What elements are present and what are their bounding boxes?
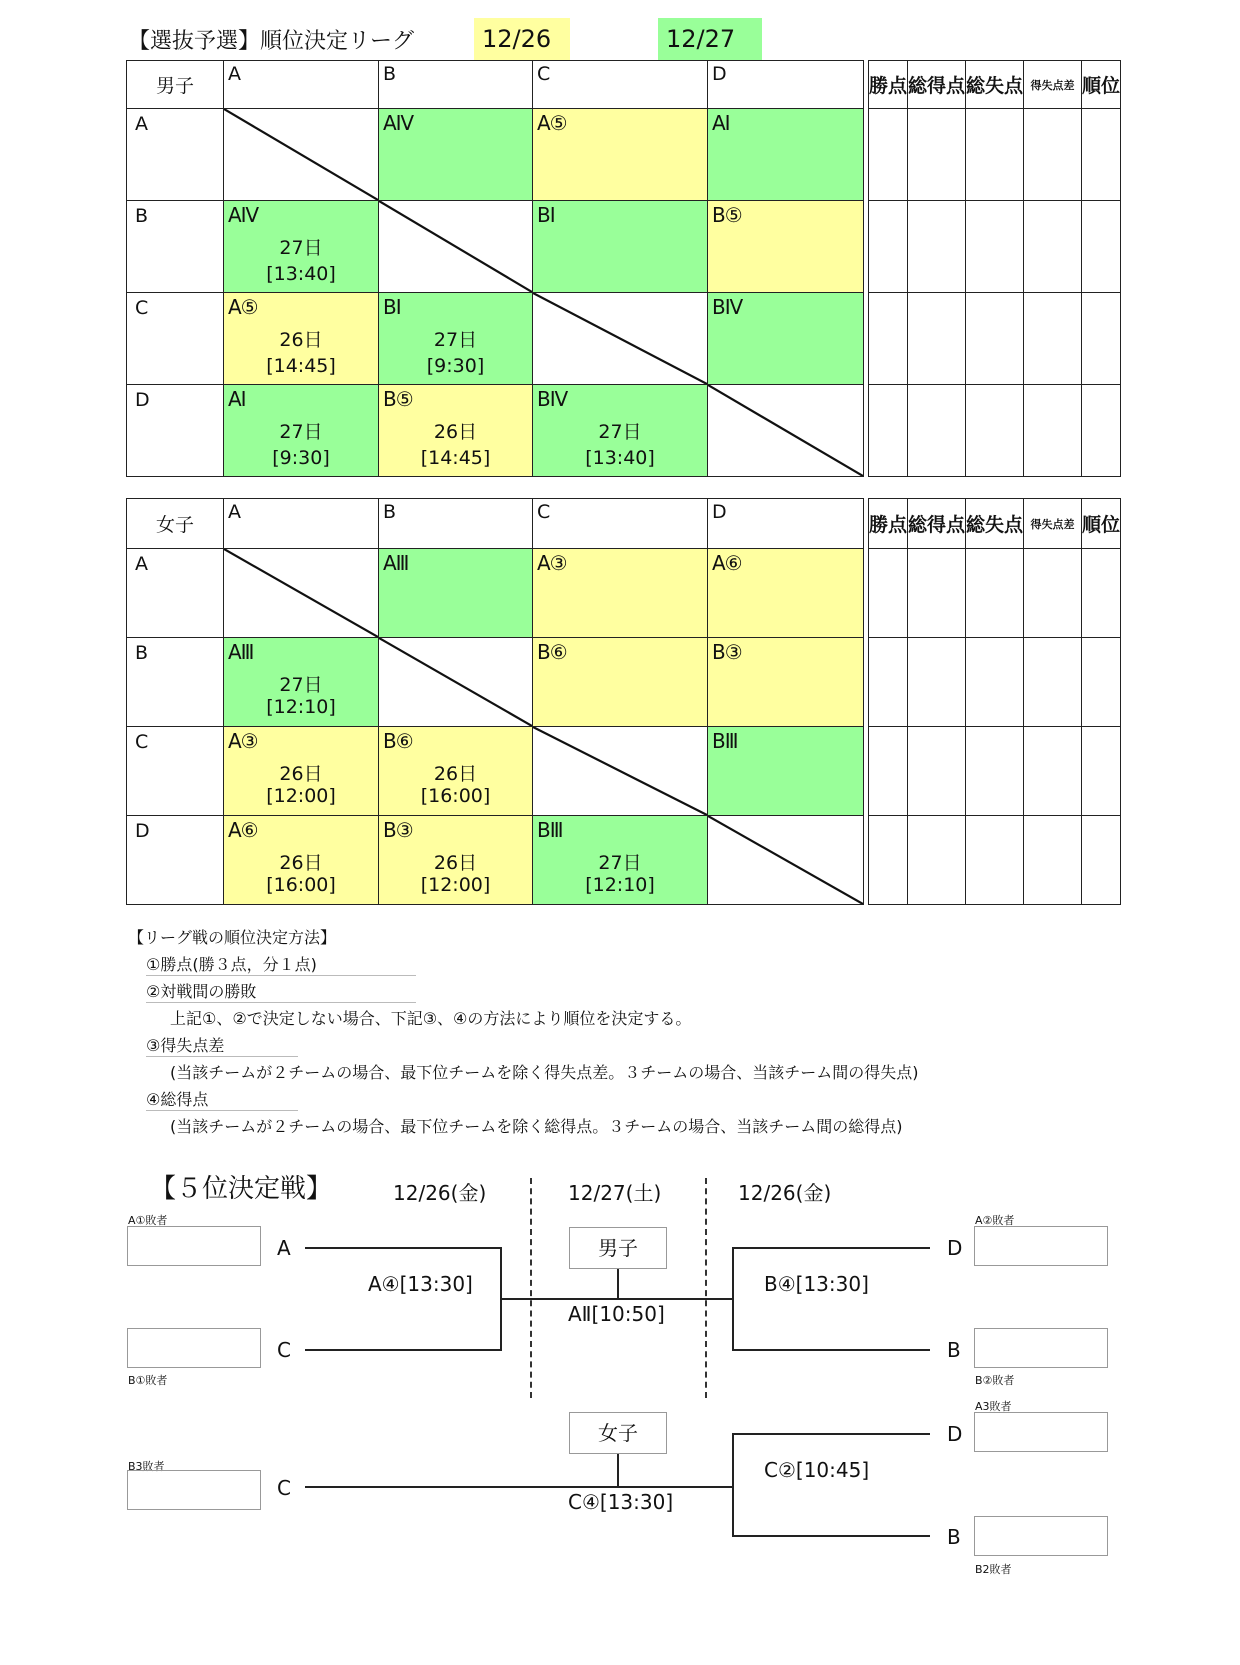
match-time: [14:45] [420, 447, 491, 469]
match-code: BⅢ [537, 818, 563, 842]
stat-input-cell[interactable] [869, 727, 908, 816]
match-time: [12:00] [266, 785, 336, 807]
stat-input-cell[interactable] [1082, 385, 1121, 477]
match-cell [224, 385, 379, 477]
fifth-place-title: 【５位決定戦】 [150, 1174, 333, 1204]
stat-input-cell[interactable] [1024, 727, 1082, 816]
girls-col-header: B [379, 499, 533, 549]
diagonal-line [533, 293, 707, 384]
self-match-cell [533, 293, 708, 385]
boys-corner-label: 男子 [127, 61, 224, 109]
seed-letter: D [947, 1236, 963, 1260]
match-code: BⅣ [537, 387, 568, 411]
stat-input-cell[interactable] [1024, 816, 1082, 905]
seed-letter: A [277, 1236, 291, 1260]
team-name-box[interactable] [974, 1328, 1108, 1368]
stat-input-cell[interactable] [869, 385, 908, 477]
match-code: BⅣ [712, 295, 743, 319]
match-code: AⅢ [228, 640, 254, 664]
match-code: B③ [712, 640, 742, 664]
match-code: A⑥ [228, 818, 258, 842]
match-time: [12:10] [585, 874, 655, 896]
stat-header-goal-difference: 得失点差 [1024, 61, 1082, 109]
stat-input-cell[interactable] [908, 549, 966, 638]
boys-row-label: C [127, 293, 224, 385]
stat-input-cell[interactable] [869, 549, 908, 638]
match-day: 26日 [279, 329, 323, 351]
slot-label: A①敗者 [128, 1214, 168, 1227]
match-cell [708, 201, 864, 293]
team-name-box[interactable] [127, 1328, 261, 1368]
match-cell [708, 549, 864, 638]
girls-row-label: D [127, 816, 224, 905]
stat-input-cell[interactable] [1082, 201, 1121, 293]
self-match-cell [379, 638, 533, 727]
boys-col-header: A [224, 61, 379, 109]
match-code: A⑥ [712, 551, 742, 575]
match-day: 26日 [433, 421, 478, 443]
diagonal-line [708, 816, 863, 904]
match-cell [533, 638, 708, 727]
stat-input-cell[interactable] [1082, 638, 1121, 727]
bracket-line [732, 1433, 930, 1435]
girls-bracket-label: 女子 [569, 1412, 667, 1454]
match-code: AⅠ [228, 387, 246, 411]
game-label: C②[10:45] [764, 1458, 870, 1482]
match-code: BⅠ [383, 295, 401, 319]
match-cell [708, 109, 864, 201]
stat-input-cell[interactable] [966, 549, 1024, 638]
boys-row-label: D [127, 385, 224, 477]
match-code: AⅢ [383, 551, 409, 575]
stat-header-points: 勝点 [869, 61, 908, 109]
match-cell [379, 293, 533, 385]
stat-input-cell[interactable] [869, 816, 908, 905]
slot-label: B①敗者 [128, 1374, 168, 1387]
legend-green-date: 12/27 [658, 18, 762, 60]
match-cell [224, 638, 379, 727]
diagonal-line [533, 727, 707, 815]
slot-label: B3敗者 [128, 1460, 165, 1473]
boys-col-header: B [379, 61, 533, 109]
game-label: C④[13:30] [568, 1490, 674, 1514]
match-code: B⑥ [383, 729, 413, 753]
rule-4: ④総得点 [146, 1087, 298, 1111]
stat-input-cell[interactable] [1024, 201, 1082, 293]
match-code: AⅣ [228, 203, 259, 227]
match-code: AⅠ [712, 111, 730, 135]
stat-input-cell[interactable] [966, 109, 1024, 201]
match-day: 26日 [433, 763, 478, 785]
stat-input-cell[interactable] [1024, 638, 1082, 727]
bracket-line [305, 1349, 502, 1351]
stat-input-cell[interactable] [1082, 727, 1121, 816]
girls-col-header: A [224, 499, 379, 549]
self-match-cell [708, 385, 864, 477]
rule-2: ②対戦間の勝敗 [146, 979, 416, 1003]
boys-col-header: D [708, 61, 864, 109]
bracket-line [732, 1247, 734, 1351]
stat-input-cell[interactable] [908, 293, 966, 385]
match-code: B⑤ [712, 203, 742, 227]
stat-input-cell[interactable] [869, 293, 908, 385]
stat-input-cell[interactable] [908, 201, 966, 293]
match-cell [379, 385, 533, 477]
stat-input-cell[interactable] [966, 385, 1024, 477]
date-divider [705, 1178, 707, 1398]
match-day: 27日 [598, 421, 642, 443]
stat-input-cell[interactable] [1024, 293, 1082, 385]
stat-header-goals-for: 総得点 [908, 499, 966, 549]
boys-league-table [126, 60, 1121, 477]
match-day: 27日 [279, 421, 323, 443]
team-name-box[interactable] [974, 1516, 1108, 1556]
match-time: [13:40] [585, 447, 655, 469]
match-code: B⑤ [383, 387, 413, 411]
date-left: 12/26(金) [393, 1181, 487, 1205]
page-title: 【選抜予選】順位決定リーグ [128, 29, 415, 54]
match-code: A③ [537, 551, 567, 575]
date-divider [530, 1178, 532, 1398]
boys-row-label: A [127, 109, 224, 201]
match-cell [379, 549, 533, 638]
legend-yellow-date: 12/26 [474, 18, 570, 60]
match-day: 26日 [279, 763, 323, 785]
stat-input-cell[interactable] [1024, 385, 1082, 477]
stat-input-cell[interactable] [966, 201, 1024, 293]
diagonal-line [379, 638, 532, 726]
match-day: 26日 [433, 852, 478, 874]
match-time: [16:00] [266, 874, 336, 896]
match-cell [708, 293, 864, 385]
bracket-line [305, 1486, 734, 1488]
seed-letter: C [277, 1338, 291, 1362]
stat-header-goal-difference: 得失点差 [1024, 499, 1082, 549]
rule-4-note: (当該チームが２チームの場合、最下位チームを除く総得点。３チームの場合、当該チーム間の総得点) [170, 1117, 903, 1136]
match-time: [12:10] [266, 696, 336, 718]
team-name-box[interactable] [974, 1226, 1108, 1266]
match-cell [224, 816, 379, 905]
rule-3-note: (当該チームが２チームの場合、最下位チームを除く得失点差。３チームの場合、当該チーム間の得失点) [170, 1063, 919, 1082]
match-code: B③ [383, 818, 413, 842]
bracket-line [732, 1349, 930, 1351]
bracket-line [305, 1247, 502, 1249]
match-code: BⅢ [712, 729, 738, 753]
date-middle: 12/27(土) [568, 1181, 662, 1205]
girls-row-label: C [127, 727, 224, 816]
match-cell [708, 638, 864, 727]
team-name-box[interactable] [127, 1226, 261, 1266]
slot-label: B②敗者 [975, 1374, 1015, 1387]
match-cell [533, 816, 708, 905]
stat-input-cell[interactable] [966, 816, 1024, 905]
girls-corner-label: 女子 [127, 499, 224, 549]
match-code: B⑥ [537, 640, 567, 664]
bracket-line [617, 1269, 619, 1299]
diagonal-line [379, 201, 532, 292]
boys-bracket-label: 男子 [569, 1227, 667, 1269]
self-match-cell [533, 727, 708, 816]
team-name-box[interactable] [127, 1470, 261, 1510]
stat-input-cell[interactable] [1082, 549, 1121, 638]
match-cell [224, 727, 379, 816]
stat-input-cell[interactable] [1082, 816, 1121, 905]
seed-letter: B [947, 1338, 961, 1362]
seed-letter: C [277, 1476, 291, 1500]
diagonal-line [224, 109, 378, 200]
rule-1: ①勝点(勝３点，分１点) [146, 952, 416, 976]
match-cell [224, 201, 379, 293]
match-day: 27日 [598, 852, 642, 874]
stat-input-cell[interactable] [966, 638, 1024, 727]
slot-label: A3敗者 [975, 1400, 1012, 1413]
stat-header-goals-against: 総失点 [966, 499, 1024, 549]
stat-input-cell[interactable] [869, 201, 908, 293]
match-cell [379, 816, 533, 905]
self-match-cell [224, 109, 379, 201]
self-match-cell [224, 549, 379, 638]
bracket-line [732, 1247, 930, 1249]
slot-label: A②敗者 [975, 1214, 1015, 1227]
team-name-box[interactable] [974, 1412, 1108, 1452]
match-time: [9:30] [426, 355, 485, 377]
stat-input-cell[interactable] [869, 109, 908, 201]
bracket-line [732, 1433, 734, 1537]
match-code: A⑤ [537, 111, 567, 135]
rule-3: ③得失点差 [146, 1033, 298, 1057]
match-code: AⅣ [383, 111, 414, 135]
stat-input-cell[interactable] [908, 638, 966, 727]
match-code: BⅠ [537, 203, 555, 227]
stat-input-cell[interactable] [908, 816, 966, 905]
stat-input-cell[interactable] [908, 727, 966, 816]
match-time: [12:00] [420, 874, 491, 896]
game-label: A④[13:30] [368, 1272, 473, 1296]
match-cell [533, 201, 708, 293]
match-cell [224, 293, 379, 385]
stat-input-cell[interactable] [966, 727, 1024, 816]
stat-input-cell[interactable] [869, 638, 908, 727]
girls-league-table [126, 498, 1121, 905]
match-code: A⑤ [228, 295, 258, 319]
bracket-line [500, 1298, 732, 1300]
stat-input-cell[interactable] [1024, 109, 1082, 201]
match-cell [379, 727, 533, 816]
match-time: [9:30] [272, 447, 330, 469]
match-day: 26日 [279, 852, 323, 874]
stat-input-cell[interactable] [1024, 549, 1082, 638]
stat-input-cell[interactable] [1082, 293, 1121, 385]
match-cell [708, 727, 864, 816]
match-cell [379, 109, 533, 201]
bracket-line [732, 1535, 930, 1537]
slot-label: B2敗者 [975, 1563, 1012, 1576]
match-day: 27日 [279, 237, 323, 259]
stat-input-cell[interactable] [966, 293, 1024, 385]
stat-header-rank: 順位 [1082, 61, 1121, 109]
date-right: 12/26(金) [738, 1181, 832, 1205]
match-day: 27日 [433, 329, 478, 351]
stat-header-goals-for: 総得点 [908, 61, 966, 109]
rules-title: 【リーグ戦の順位決定方法】 [128, 928, 337, 947]
boys-col-header: C [533, 61, 708, 109]
stat-input-cell[interactable] [908, 385, 966, 477]
match-time: [14:45] [266, 355, 336, 377]
stat-header-points: 勝点 [869, 499, 908, 549]
boys-row-label: B [127, 201, 224, 293]
diagonal-line [224, 549, 378, 637]
girls-row-label: A [127, 549, 224, 638]
girls-col-header: D [708, 499, 864, 549]
game-label: B④[13:30] [764, 1272, 869, 1296]
match-cell [533, 549, 708, 638]
match-cell [533, 385, 708, 477]
stat-header-goals-against: 総失点 [966, 61, 1024, 109]
match-time: [16:00] [420, 785, 491, 807]
self-match-cell [708, 816, 864, 905]
match-cell [533, 109, 708, 201]
diagonal-line [708, 385, 863, 476]
rule-2-note: 上記①、②で決定しない場合、下記③、④の方法により順位を決定する。 [170, 1009, 692, 1028]
girls-col-header: C [533, 499, 708, 549]
stat-header-rank: 順位 [1082, 499, 1121, 549]
match-time: [13:40] [266, 263, 336, 285]
self-match-cell [379, 201, 533, 293]
match-code: A③ [228, 729, 258, 753]
seed-letter: D [947, 1422, 963, 1446]
seed-letter: B [947, 1525, 961, 1549]
stat-input-cell[interactable] [1082, 109, 1121, 201]
bracket-line [617, 1454, 619, 1487]
match-day: 27日 [279, 674, 323, 696]
girls-row-label: B [127, 638, 224, 727]
game-label: AⅡ[10:50] [568, 1302, 665, 1326]
stat-input-cell[interactable] [908, 109, 966, 201]
